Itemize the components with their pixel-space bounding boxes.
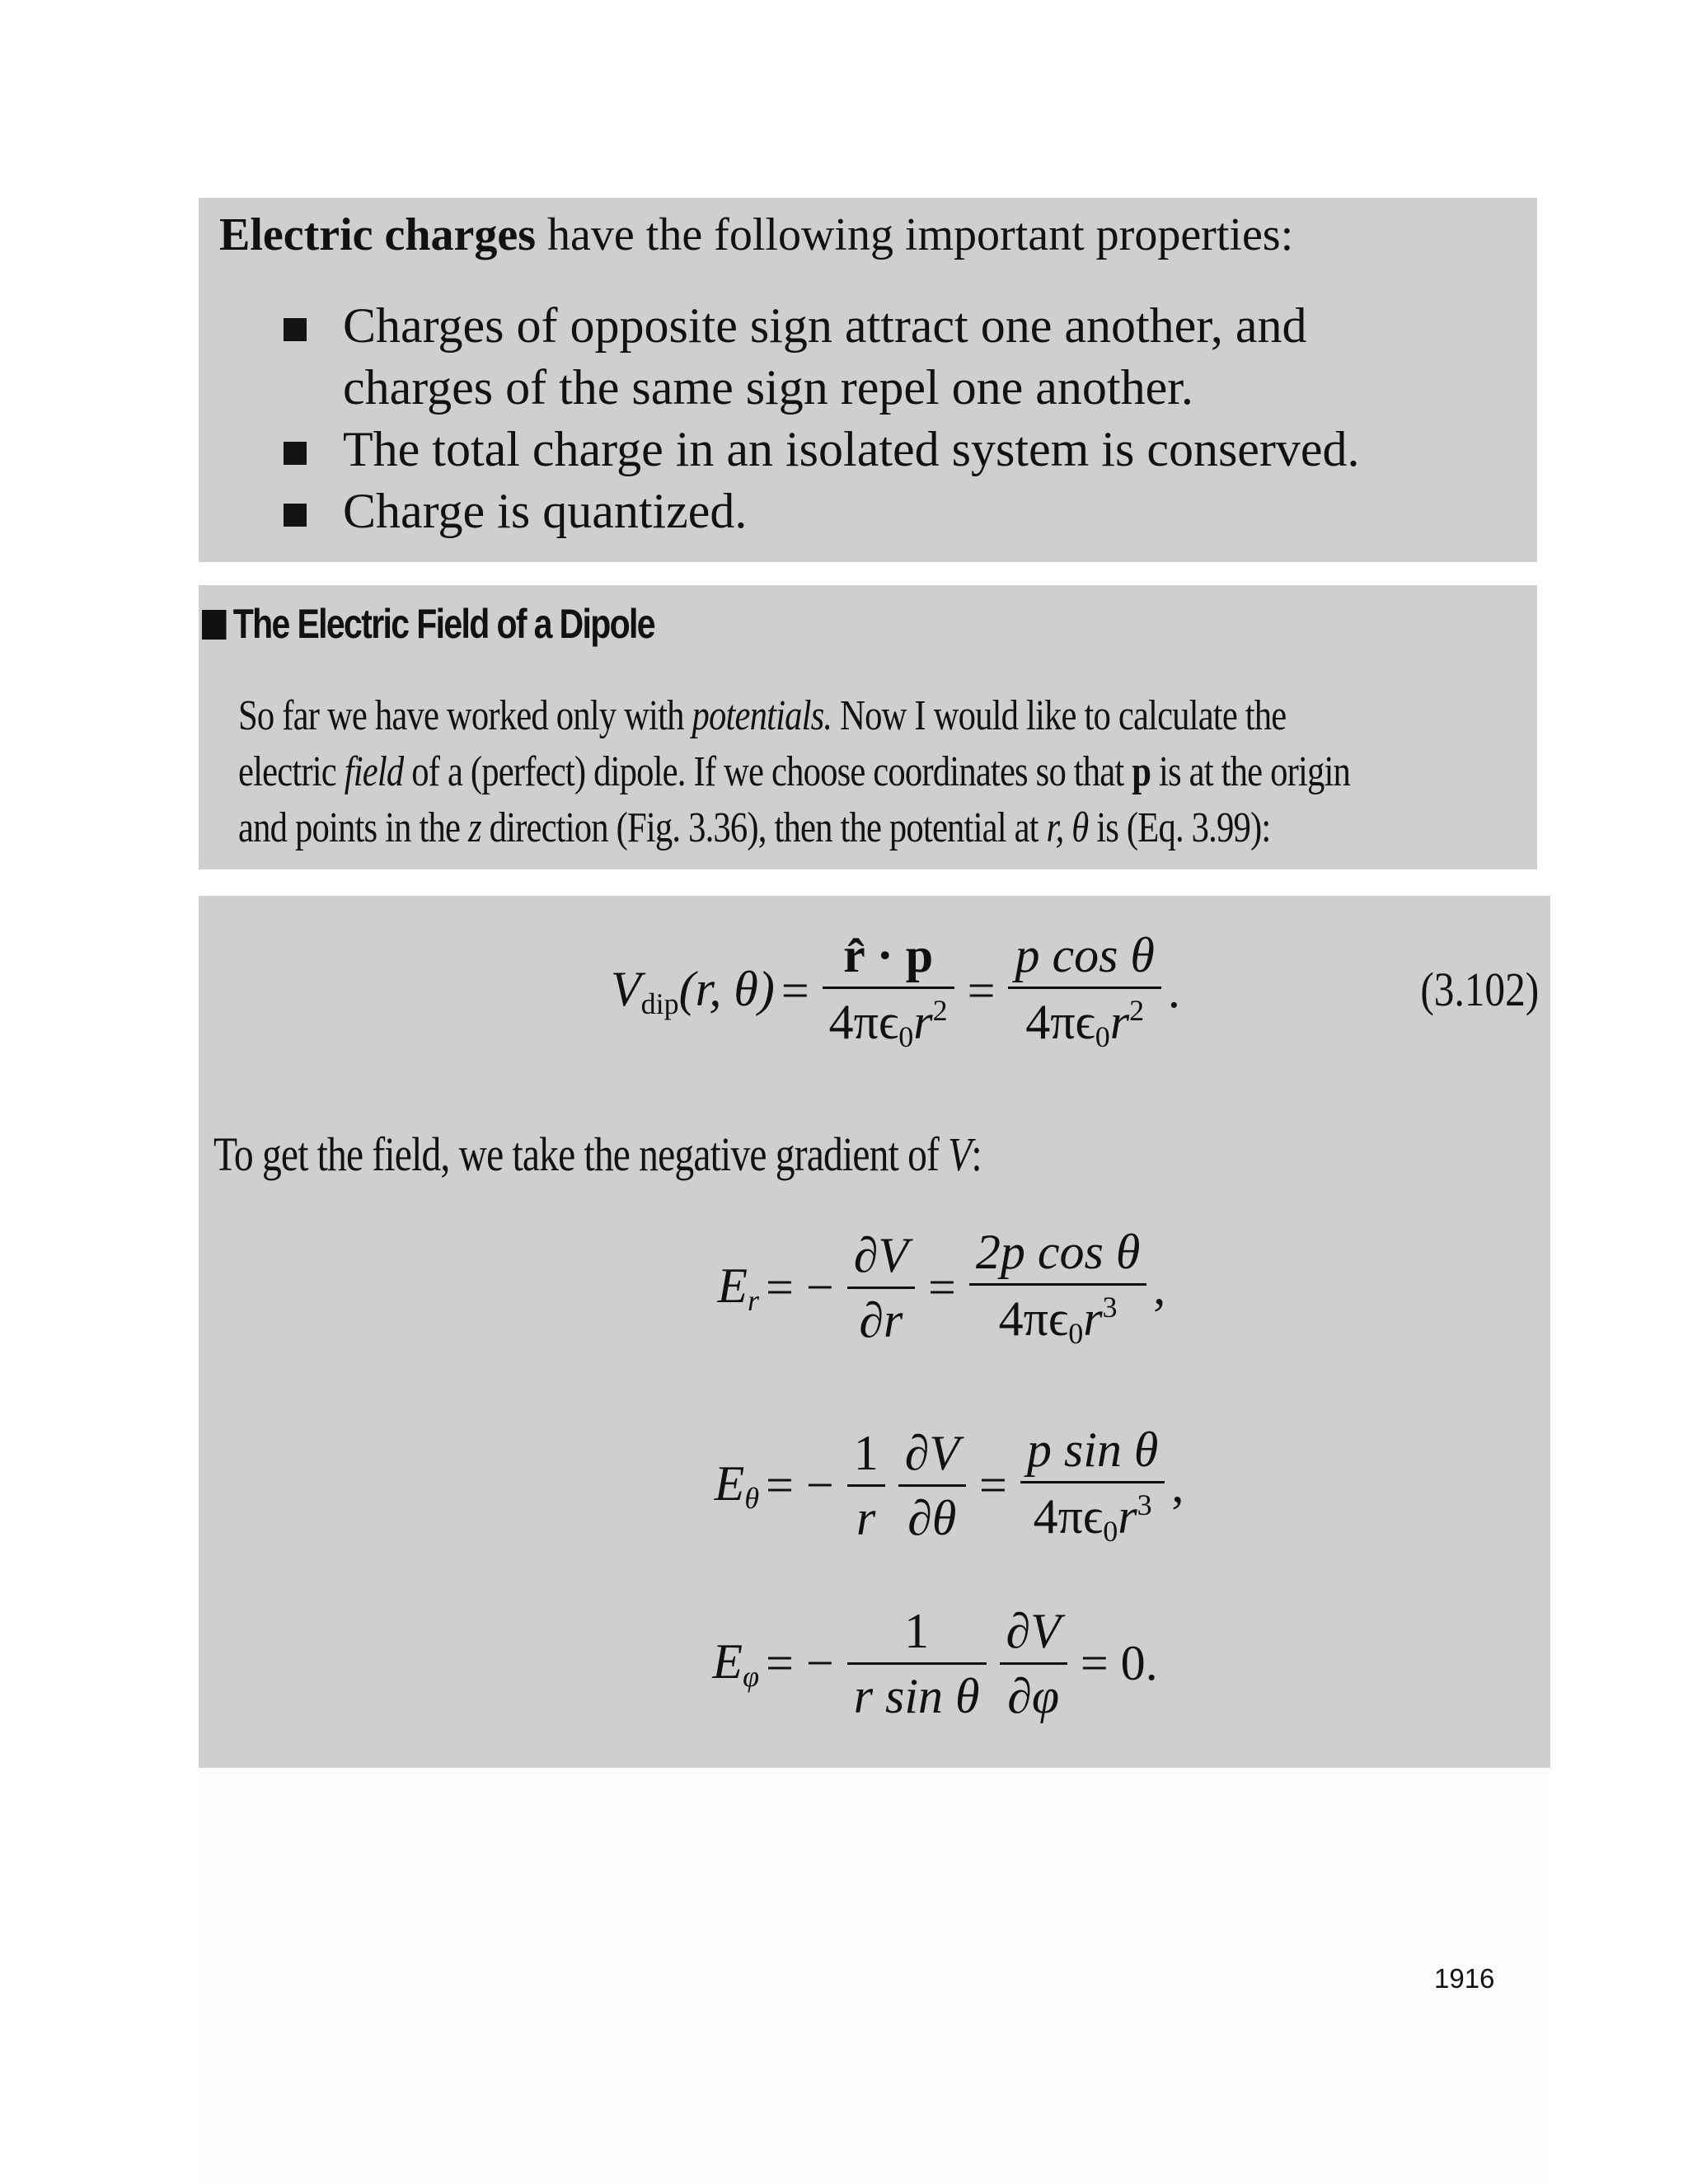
denominator: [850, 1492, 882, 1544]
math-text: 4πϵ: [998, 1291, 1069, 1346]
math-text: 1: [853, 1426, 879, 1480]
math-text: 2p cos θ: [975, 1225, 1141, 1279]
equals-sign: = −: [766, 1636, 834, 1690]
properties-heading-bold: Electric charges: [219, 209, 537, 260]
denominator: [847, 1670, 987, 1722]
math-text: p sin θ: [1026, 1422, 1159, 1477]
denominator: [1001, 1670, 1066, 1722]
numerator: [898, 1427, 966, 1479]
square-bullet-icon: [284, 318, 307, 341]
fraction: [1000, 1605, 1067, 1722]
equations-box: [199, 896, 1550, 1768]
math-sub: 0: [1103, 1515, 1118, 1548]
text-run-bold: p: [1132, 748, 1151, 795]
eq-lhs: [660, 1633, 759, 1694]
math-sub: 0: [1095, 1020, 1110, 1053]
math-var: E: [714, 1456, 745, 1511]
list-item-line: The total charge in an isolated system is conserved.: [343, 422, 1360, 476]
fraction: [847, 1229, 915, 1347]
fraction: [1020, 1423, 1165, 1548]
math-var: E: [712, 1634, 743, 1689]
math-sub: 0: [898, 1020, 914, 1053]
numerator: [847, 1229, 915, 1282]
text-run: Now I would like to calculate the: [832, 692, 1287, 739]
math-text: r: [856, 1491, 876, 1545]
list-item-line: Charges of opposite sign attract one another, and: [343, 298, 1307, 353]
math-punct: ,: [1171, 1458, 1184, 1512]
list-item-line: charges of the same sign repel one another.: [343, 360, 1193, 415]
numerator: [898, 1605, 935, 1657]
section-heading-text: The Electric Field of a Dipole: [232, 601, 654, 647]
text-run-italic: potentials.: [692, 692, 832, 739]
equals-sign: =: [979, 1458, 1007, 1512]
math-var: r: [1109, 995, 1130, 1049]
denominator: [852, 1294, 909, 1347]
fraction: [969, 1226, 1146, 1350]
equation-number: (3.102): [1420, 963, 1539, 1016]
properties-list: [277, 295, 1530, 542]
page-shade: [198, 1768, 1550, 2184]
paragraph-line: [238, 688, 1509, 744]
text-run-italic: field: [344, 748, 404, 795]
fraction-bar: [847, 1484, 885, 1487]
math-var: V: [611, 962, 641, 1016]
paragraph-line: [238, 800, 1509, 856]
fraction-bar: [969, 1283, 1146, 1286]
eq-lhs: [660, 1258, 759, 1318]
eq-lhs: [611, 961, 775, 1021]
equals-sign: =: [967, 963, 996, 1018]
equals-sign: =: [781, 963, 809, 1018]
dipole-intro-box: [199, 585, 1537, 869]
math-sup: 2: [1129, 994, 1145, 1027]
fraction-bar: [1020, 1481, 1165, 1483]
paragraph-line: [238, 744, 1509, 800]
text-run: direction (Fig. 3.36), then the potential at: [481, 804, 1047, 851]
list-item: [277, 419, 1530, 480]
numerator: [847, 1427, 885, 1479]
equals-sign: = −: [766, 1458, 834, 1512]
text-run: So far we have worked only with: [238, 692, 692, 739]
denominator: [1019, 994, 1151, 1053]
math-sup: 3: [1102, 1291, 1118, 1324]
math-text: r̂ · p: [843, 928, 934, 982]
math-text: 4πϵ: [1033, 1489, 1104, 1544]
text-run-italic: r, θ: [1046, 804, 1089, 851]
equation-vdip: [611, 929, 1180, 1053]
equations-intro-text: [213, 1127, 982, 1182]
text-run: is (Eq. 3.99):: [1088, 804, 1271, 851]
equation-ephi: [660, 1605, 1165, 1722]
fraction: [823, 929, 954, 1053]
fraction: [847, 1427, 885, 1544]
math-sub: θ: [744, 1482, 759, 1515]
math-text: ∂r: [859, 1293, 903, 1347]
math-var: r: [1083, 1291, 1103, 1346]
math-var: r: [913, 995, 933, 1049]
list-item-line: Charge is quantized.: [343, 484, 748, 538]
equation-er: [660, 1226, 1165, 1350]
math-text: ∂θ: [907, 1491, 957, 1545]
math-text: 1: [904, 1604, 930, 1658]
properties-heading-rest: have the following important properties:: [536, 209, 1294, 260]
denominator: [823, 994, 954, 1053]
math-text: ∂V: [853, 1228, 908, 1282]
properties-box: [199, 198, 1537, 562]
list-item: [277, 295, 1530, 419]
text-run: of a (perfect) dipole. If we choose coordinates so that: [403, 748, 1132, 795]
numerator: [1000, 1605, 1067, 1657]
numerator: [1020, 1423, 1165, 1476]
eq-lhs: [660, 1455, 759, 1516]
math-text: 4πϵ: [1025, 995, 1095, 1049]
math-text: ∂V: [904, 1426, 959, 1480]
fraction-bar: [898, 1484, 966, 1487]
math-var: r: [1118, 1489, 1137, 1544]
fraction-bar: [1000, 1662, 1067, 1665]
math-sup: 2: [932, 994, 948, 1027]
equals-sign: = −: [766, 1260, 834, 1315]
square-bullet-icon: [202, 610, 227, 640]
text-run: electric: [238, 748, 345, 795]
denominator: [992, 1291, 1124, 1350]
page-number: 1916: [1434, 1963, 1495, 1994]
fraction: [898, 1427, 966, 1544]
text-run: :: [971, 1127, 982, 1181]
denominator: [1027, 1488, 1159, 1548]
fraction-bar: [847, 1662, 987, 1665]
math-var: E: [717, 1258, 748, 1313]
section-heading: [202, 600, 654, 648]
math-punct: .: [1167, 963, 1180, 1018]
math-sub: dip: [640, 987, 679, 1020]
math-args: (r, θ): [678, 962, 775, 1016]
square-bullet-icon: [284, 504, 307, 527]
text-run: To get the field, we take the negative gradient of: [213, 1127, 949, 1181]
list-item: [277, 480, 1530, 542]
math-text: ∂V: [1006, 1604, 1061, 1658]
fraction-bar: [847, 1286, 915, 1289]
numerator: [1008, 929, 1160, 982]
math-text: 4πϵ: [828, 995, 899, 1049]
properties-heading: [219, 208, 1293, 263]
fraction-bar: [823, 987, 954, 989]
math-text: p cos θ: [1015, 928, 1155, 982]
text-run-italic: z: [467, 804, 481, 851]
math-text: ∂φ: [1007, 1669, 1060, 1723]
math-sub: 0: [1068, 1317, 1084, 1350]
dipole-paragraph: [238, 688, 1509, 856]
numerator: [969, 1226, 1146, 1278]
fraction: [847, 1605, 987, 1722]
text-run-italic: V: [948, 1127, 972, 1181]
denominator: [901, 1492, 963, 1544]
fraction-bar: [1008, 987, 1160, 989]
numerator: [837, 929, 940, 982]
math-text: r sin θ: [853, 1669, 980, 1723]
fraction: [1008, 929, 1160, 1053]
math-result: = 0.: [1080, 1636, 1158, 1690]
equals-sign: =: [928, 1260, 956, 1315]
math-punct: ,: [1153, 1260, 1166, 1315]
text-run: and points in the: [238, 804, 468, 851]
text-run: is at the origin: [1151, 748, 1351, 795]
square-bullet-icon: [284, 442, 307, 465]
math-sup: 3: [1137, 1488, 1152, 1521]
math-sub: φ: [743, 1660, 759, 1693]
math-sub: r: [747, 1284, 759, 1317]
equation-etheta: [660, 1423, 1184, 1548]
